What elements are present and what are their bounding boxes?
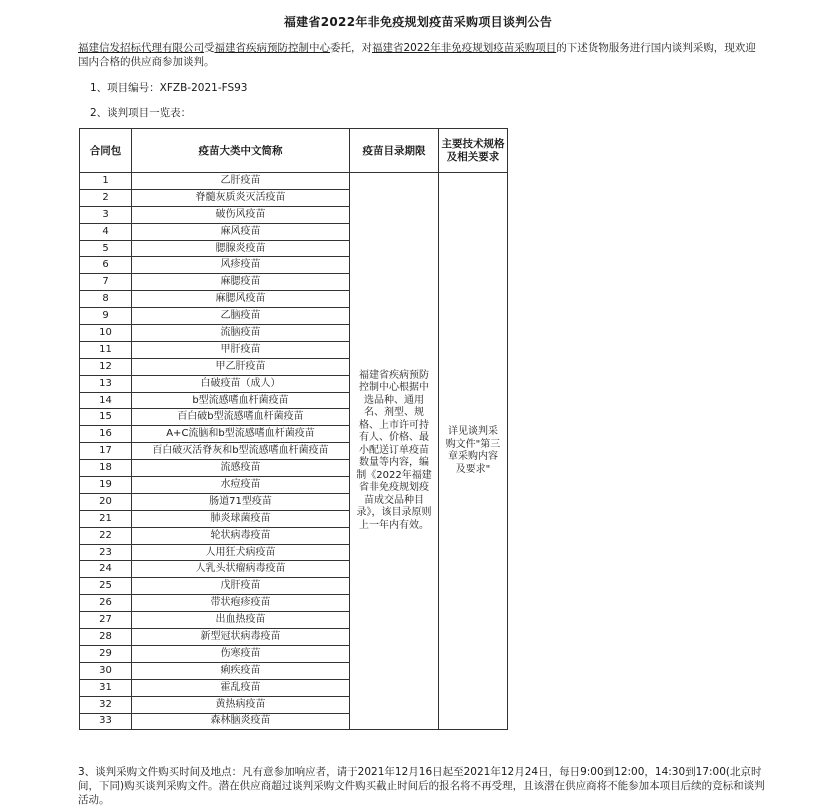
vaccine-name-cell: 麻腮风疫苗 [132, 291, 350, 308]
intro-text-2: 委托，对 [330, 42, 372, 54]
vaccine-name-cell: 出血热疫苗 [132, 612, 350, 629]
contract-package-cell: 13 [80, 375, 132, 392]
vaccine-name-cell: 伤寒疫苗 [132, 645, 350, 662]
vaccine-name-cell: 乙脑疫苗 [132, 308, 350, 325]
vaccine-name-cell: 麻腮疫苗 [132, 274, 350, 291]
intro-text-1: 受 [204, 42, 215, 54]
project-number: 1、项目编号：XFZB-2021-FS93 [90, 82, 248, 94]
contract-package-cell: 25 [80, 578, 132, 595]
contract-package-cell: 7 [80, 274, 132, 291]
contract-package-cell: 23 [80, 544, 132, 561]
vaccine-name-cell: b型流感嗜血杆菌疫苗 [132, 392, 350, 409]
contract-package-cell: 24 [80, 561, 132, 578]
vaccine-name-cell: 流感疫苗 [132, 460, 350, 477]
contract-package-cell: 15 [80, 409, 132, 426]
vaccine-name-cell: 戊肝疫苗 [132, 578, 350, 595]
vaccine-name-cell: 百白破b型流感嗜血杆菌疫苗 [132, 409, 350, 426]
table-caption: 2、谈判项目一览表： [90, 107, 192, 119]
vaccine-name-cell: 霍乱疫苗 [132, 679, 350, 696]
intro-paragraph [78, 41, 758, 69]
vaccine-name-cell: 白破疫苗（成人） [132, 375, 350, 392]
vaccine-name-cell: 甲肝疫苗 [132, 341, 350, 358]
agent-name: 福建信发招标代理有限公司 [78, 42, 204, 54]
project-name: 福建省2022年非免疫规划疫苗采购项目 [372, 42, 557, 54]
contract-package-cell: 27 [80, 612, 132, 629]
intro-text-3: 的下述货物服务进行国内谈判采购，现欢迎国内合格的供应商参加谈判。 [78, 42, 756, 68]
header-catalog-term: 疫苗目录期限 [350, 129, 439, 173]
contract-package-cell: 6 [80, 257, 132, 274]
contract-package-cell: 14 [80, 392, 132, 409]
contract-package-cell: 29 [80, 645, 132, 662]
header-vaccine-name: 疫苗大类中文简称 [132, 129, 350, 173]
contract-package-cell: 31 [80, 679, 132, 696]
project-table [79, 128, 508, 730]
vaccine-name-cell: 脊髓灰质炎灭活疫苗 [132, 189, 350, 206]
page-title: 福建省2022年非免疫规划疫苗采购项目谈判公告 [283, 15, 553, 29]
contract-package-cell: 12 [80, 358, 132, 375]
vaccine-name-cell: 腮腺炎疫苗 [132, 240, 350, 257]
vaccine-name-cell: 破伤风疫苗 [132, 206, 350, 223]
vaccine-name-cell: 轮状病毒疫苗 [132, 527, 350, 544]
tech-requirements-cell: 详见谈判采购文件"第三章采购内容及要求" [439, 173, 508, 730]
contract-package-cell: 1 [80, 173, 132, 190]
contract-package-cell: 18 [80, 460, 132, 477]
contract-package-cell: 19 [80, 477, 132, 494]
contract-package-cell: 11 [80, 341, 132, 358]
contract-package-cell: 10 [80, 325, 132, 342]
vaccine-name-cell: 风疹疫苗 [132, 257, 350, 274]
vaccine-name-cell: 人用狂犬病疫苗 [132, 544, 350, 561]
contract-package-cell: 16 [80, 426, 132, 443]
contract-package-cell: 2 [80, 189, 132, 206]
vaccine-name-cell: 乙肝疫苗 [132, 173, 350, 190]
vaccine-name-cell: 肠道71型疫苗 [132, 493, 350, 510]
header-contract-package: 合同包 [80, 129, 132, 173]
purchase-time-notice: 3、谈判采购文件购买时间及地点：凡有意参加响应者，请于2021年12月16日起至2021年12月24日，每日9:00到12:00，14:30到17:00(北京时间，下同)购买谈判采购文件。潜在供应商超过谈判采购文件购买截止时间后的报名将不再受理，且该潜在供应商将不能参加本项目后续的竞标和谈判活动。 [78, 766, 765, 806]
contract-package-cell: 22 [80, 527, 132, 544]
contract-package-cell: 33 [80, 713, 132, 730]
contract-package-cell: 17 [80, 443, 132, 460]
vaccine-name-cell: 水痘疫苗 [132, 477, 350, 494]
vaccine-name-cell: 麻风疫苗 [132, 223, 350, 240]
vaccine-name-cell: 百白破灭活脊灰和b型流感嗜血杆菌疫苗 [132, 443, 350, 460]
vaccine-name-cell: 流脑疫苗 [132, 325, 350, 342]
contract-package-cell: 32 [80, 696, 132, 713]
contract-package-cell: 5 [80, 240, 132, 257]
contract-package-cell: 4 [80, 223, 132, 240]
vaccine-name-cell: 带状疱疹疫苗 [132, 595, 350, 612]
contract-package-cell: 9 [80, 308, 132, 325]
contract-package-cell: 26 [80, 595, 132, 612]
contract-package-cell: 20 [80, 493, 132, 510]
client-name: 福建省疾病预防控制中心 [214, 42, 330, 54]
contract-package-cell: 28 [80, 629, 132, 646]
vaccine-name-cell: 痢疾疫苗 [132, 662, 350, 679]
catalog-term-cell: 福建省疾病预防控制中心根据中选品种、通用名、剂型、规格、上市许可持有人、价格、最小配送订单疫苗数量等内容，编制《2022年福建省非免疫规划疫苗成交品种目录》，该目录原则上一年内有效。 [350, 173, 439, 730]
contract-package-cell: 30 [80, 662, 132, 679]
contract-package-cell: 21 [80, 510, 132, 527]
vaccine-name-cell: 肺炎球菌疫苗 [132, 510, 350, 527]
header-tech-requirements: 主要技术规格及相关要求 [439, 129, 508, 173]
vaccine-name-cell: A+C流脑和b型流感嗜血杆菌疫苗 [132, 426, 350, 443]
vaccine-name-cell: 甲乙肝疫苗 [132, 358, 350, 375]
vaccine-name-cell: 森林脑炎疫苗 [132, 713, 350, 730]
vaccine-name-cell: 黄热病疫苗 [132, 696, 350, 713]
vaccine-name-cell: 人乳头状瘤病毒疫苗 [132, 561, 350, 578]
contract-package-cell: 8 [80, 291, 132, 308]
table-row [80, 173, 508, 190]
vaccine-name-cell: 新型冠状病毒疫苗 [132, 629, 350, 646]
contract-package-cell: 3 [80, 206, 132, 223]
